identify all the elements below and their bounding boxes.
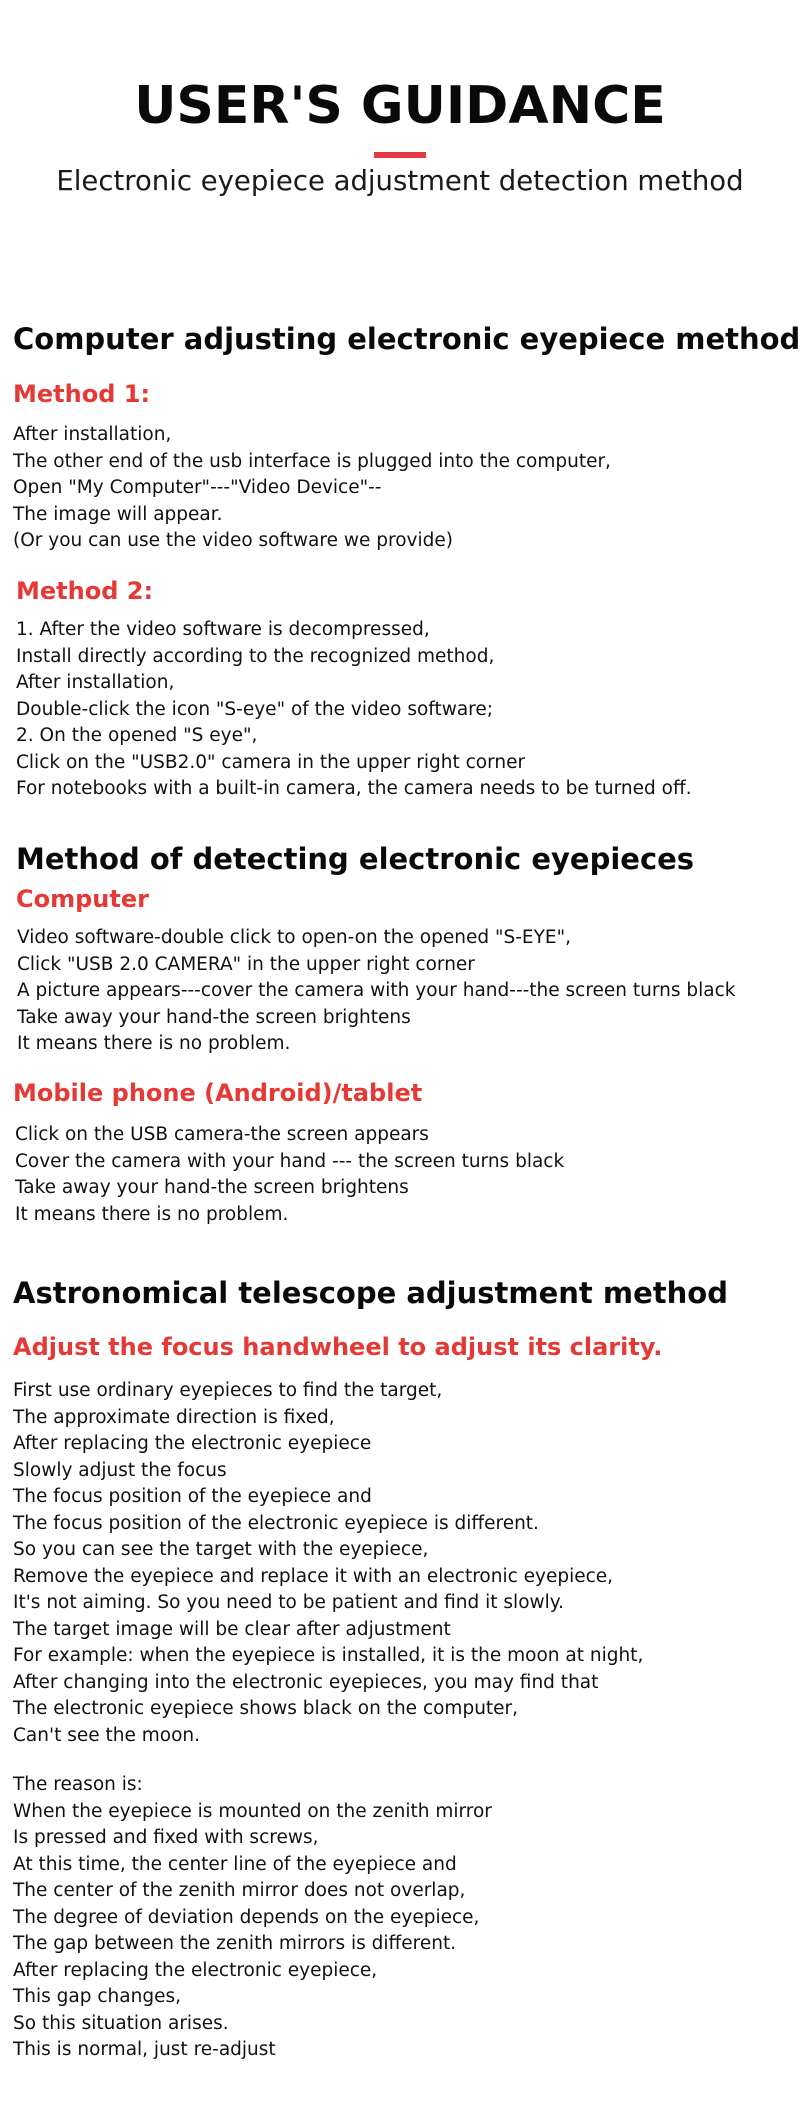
text-line: The focus position of the eyepiece and	[13, 1486, 372, 1507]
label-method-1: Method 1:	[13, 380, 151, 408]
text-line: After replacing the electronic eyepiece	[13, 1433, 372, 1454]
heading-detecting: Method of detecting electronic eyepieces	[16, 842, 695, 876]
computer-detection-instructions	[17, 925, 797, 1058]
text-line: The reason is:	[13, 1774, 143, 1795]
text-line: Take away your hand-the screen brightens	[15, 1177, 409, 1198]
text-line: Video software-double click to open-on the opened "S-EYE",	[17, 927, 571, 948]
reason-explanation	[13, 1772, 793, 2064]
text-line: So this situation arises.	[13, 2012, 229, 2034]
label-method-2: Method 2:	[16, 577, 154, 605]
text-line: For example: when the eyepiece is installed, it is the moon at night,	[13, 1645, 644, 1666]
page-header	[0, 76, 800, 197]
heading-astronomical: Astronomical telescope adjustment method	[13, 1276, 728, 1310]
text-line: After installation,	[13, 424, 172, 445]
text-line: This gap changes,	[13, 1986, 181, 2007]
page-title: USER'S GUIDANCE	[134, 76, 666, 136]
text-line: The electronic eyepiece shows black on the computer,	[13, 1698, 519, 1719]
text-line: Install directly according to the recognized method,	[16, 645, 495, 667]
text-line: For notebooks with a built-in camera, the camera needs to be turned off.	[16, 778, 692, 799]
text-line: It's not aiming. So you need to be patient and find it slowly.	[13, 1592, 564, 1613]
text-line: 2. On the opened "S eye",	[16, 725, 258, 746]
text-line: The image will appear.	[13, 503, 223, 525]
text-line: Take away your hand-the screen brightens	[17, 1006, 411, 1028]
text-line: (Or you can use the video software we provide)	[13, 530, 453, 551]
text-line: The focus position of the electronic eyepiece is different.	[13, 1512, 539, 1534]
text-line: Click on the "USB2.0" camera in the upper right corner	[16, 751, 526, 773]
text-line: So you can see the target with the eyepiece,	[13, 1539, 429, 1560]
text-line: It means there is no problem.	[15, 1203, 289, 1225]
label-adjust-focus: Adjust the focus handwheel to adjust its clarity.	[13, 1333, 663, 1361]
page-subtitle: Electronic eyepiece adjustment detection method	[56, 165, 744, 197]
text-line: The degree of deviation depends on the eyepiece,	[13, 1906, 480, 1928]
text-line: First use ordinary eyepieces to find the target,	[13, 1380, 443, 1401]
method-2-instructions	[16, 617, 796, 803]
text-line: A picture appears---cover the camera with your hand---the screen turns black	[17, 980, 736, 1001]
mobile-detection-instructions	[15, 1122, 795, 1228]
text-line: After installation,	[16, 672, 175, 693]
focus-adjustment-instructions	[13, 1378, 793, 1749]
text-line: After changing into the electronic eyepieces, you may find that	[13, 1671, 599, 1693]
text-line: Slowly adjust the focus	[13, 1459, 227, 1481]
text-line: Cover the camera with your hand --- the screen turns black	[15, 1150, 565, 1172]
text-line: Is pressed and fixed with screws,	[13, 1827, 319, 1848]
text-line: The approximate direction is fixed,	[13, 1406, 335, 1428]
title-accent-bar	[374, 152, 426, 158]
text-line: This is normal, just re-adjust	[13, 2039, 276, 2060]
text-line: When the eyepiece is mounted on the zenith mirror	[13, 1800, 492, 1822]
label-mobile: Mobile phone (Android)/tablet	[13, 1079, 423, 1107]
text-line: The target image will be clear after adjustment	[13, 1618, 451, 1640]
heading-computer-adjusting: Computer adjusting electronic eyepiece method	[13, 322, 800, 356]
text-line: After replacing the electronic eyepiece,	[13, 1959, 378, 1981]
text-line: At this time, the center line of the eyepiece and	[13, 1853, 457, 1875]
text-line: Double-click the icon "S-eye" of the video software;	[16, 698, 493, 720]
text-line: 1. After the video software is decompressed,	[16, 619, 430, 640]
text-line: Click on the USB camera-the screen appears	[15, 1124, 429, 1145]
text-line: Click "USB 2.0 CAMERA" in the upper right corner	[17, 953, 475, 975]
label-computer: Computer	[16, 885, 149, 913]
text-line: The center of the zenith mirror does not overlap,	[13, 1880, 466, 1901]
method-1-instructions	[13, 422, 793, 555]
text-line: It means there is no problem.	[17, 1033, 291, 1054]
text-line: The gap between the zenith mirrors is different.	[13, 1933, 457, 1954]
text-line: Open "My Computer"---"Video Device"--	[13, 477, 382, 498]
text-line: Remove the eyepiece and replace it with an electronic eyepiece,	[13, 1565, 614, 1587]
text-line: The other end of the usb interface is plugged into the computer,	[13, 450, 611, 472]
text-line: Can't see the moon.	[13, 1724, 200, 1746]
